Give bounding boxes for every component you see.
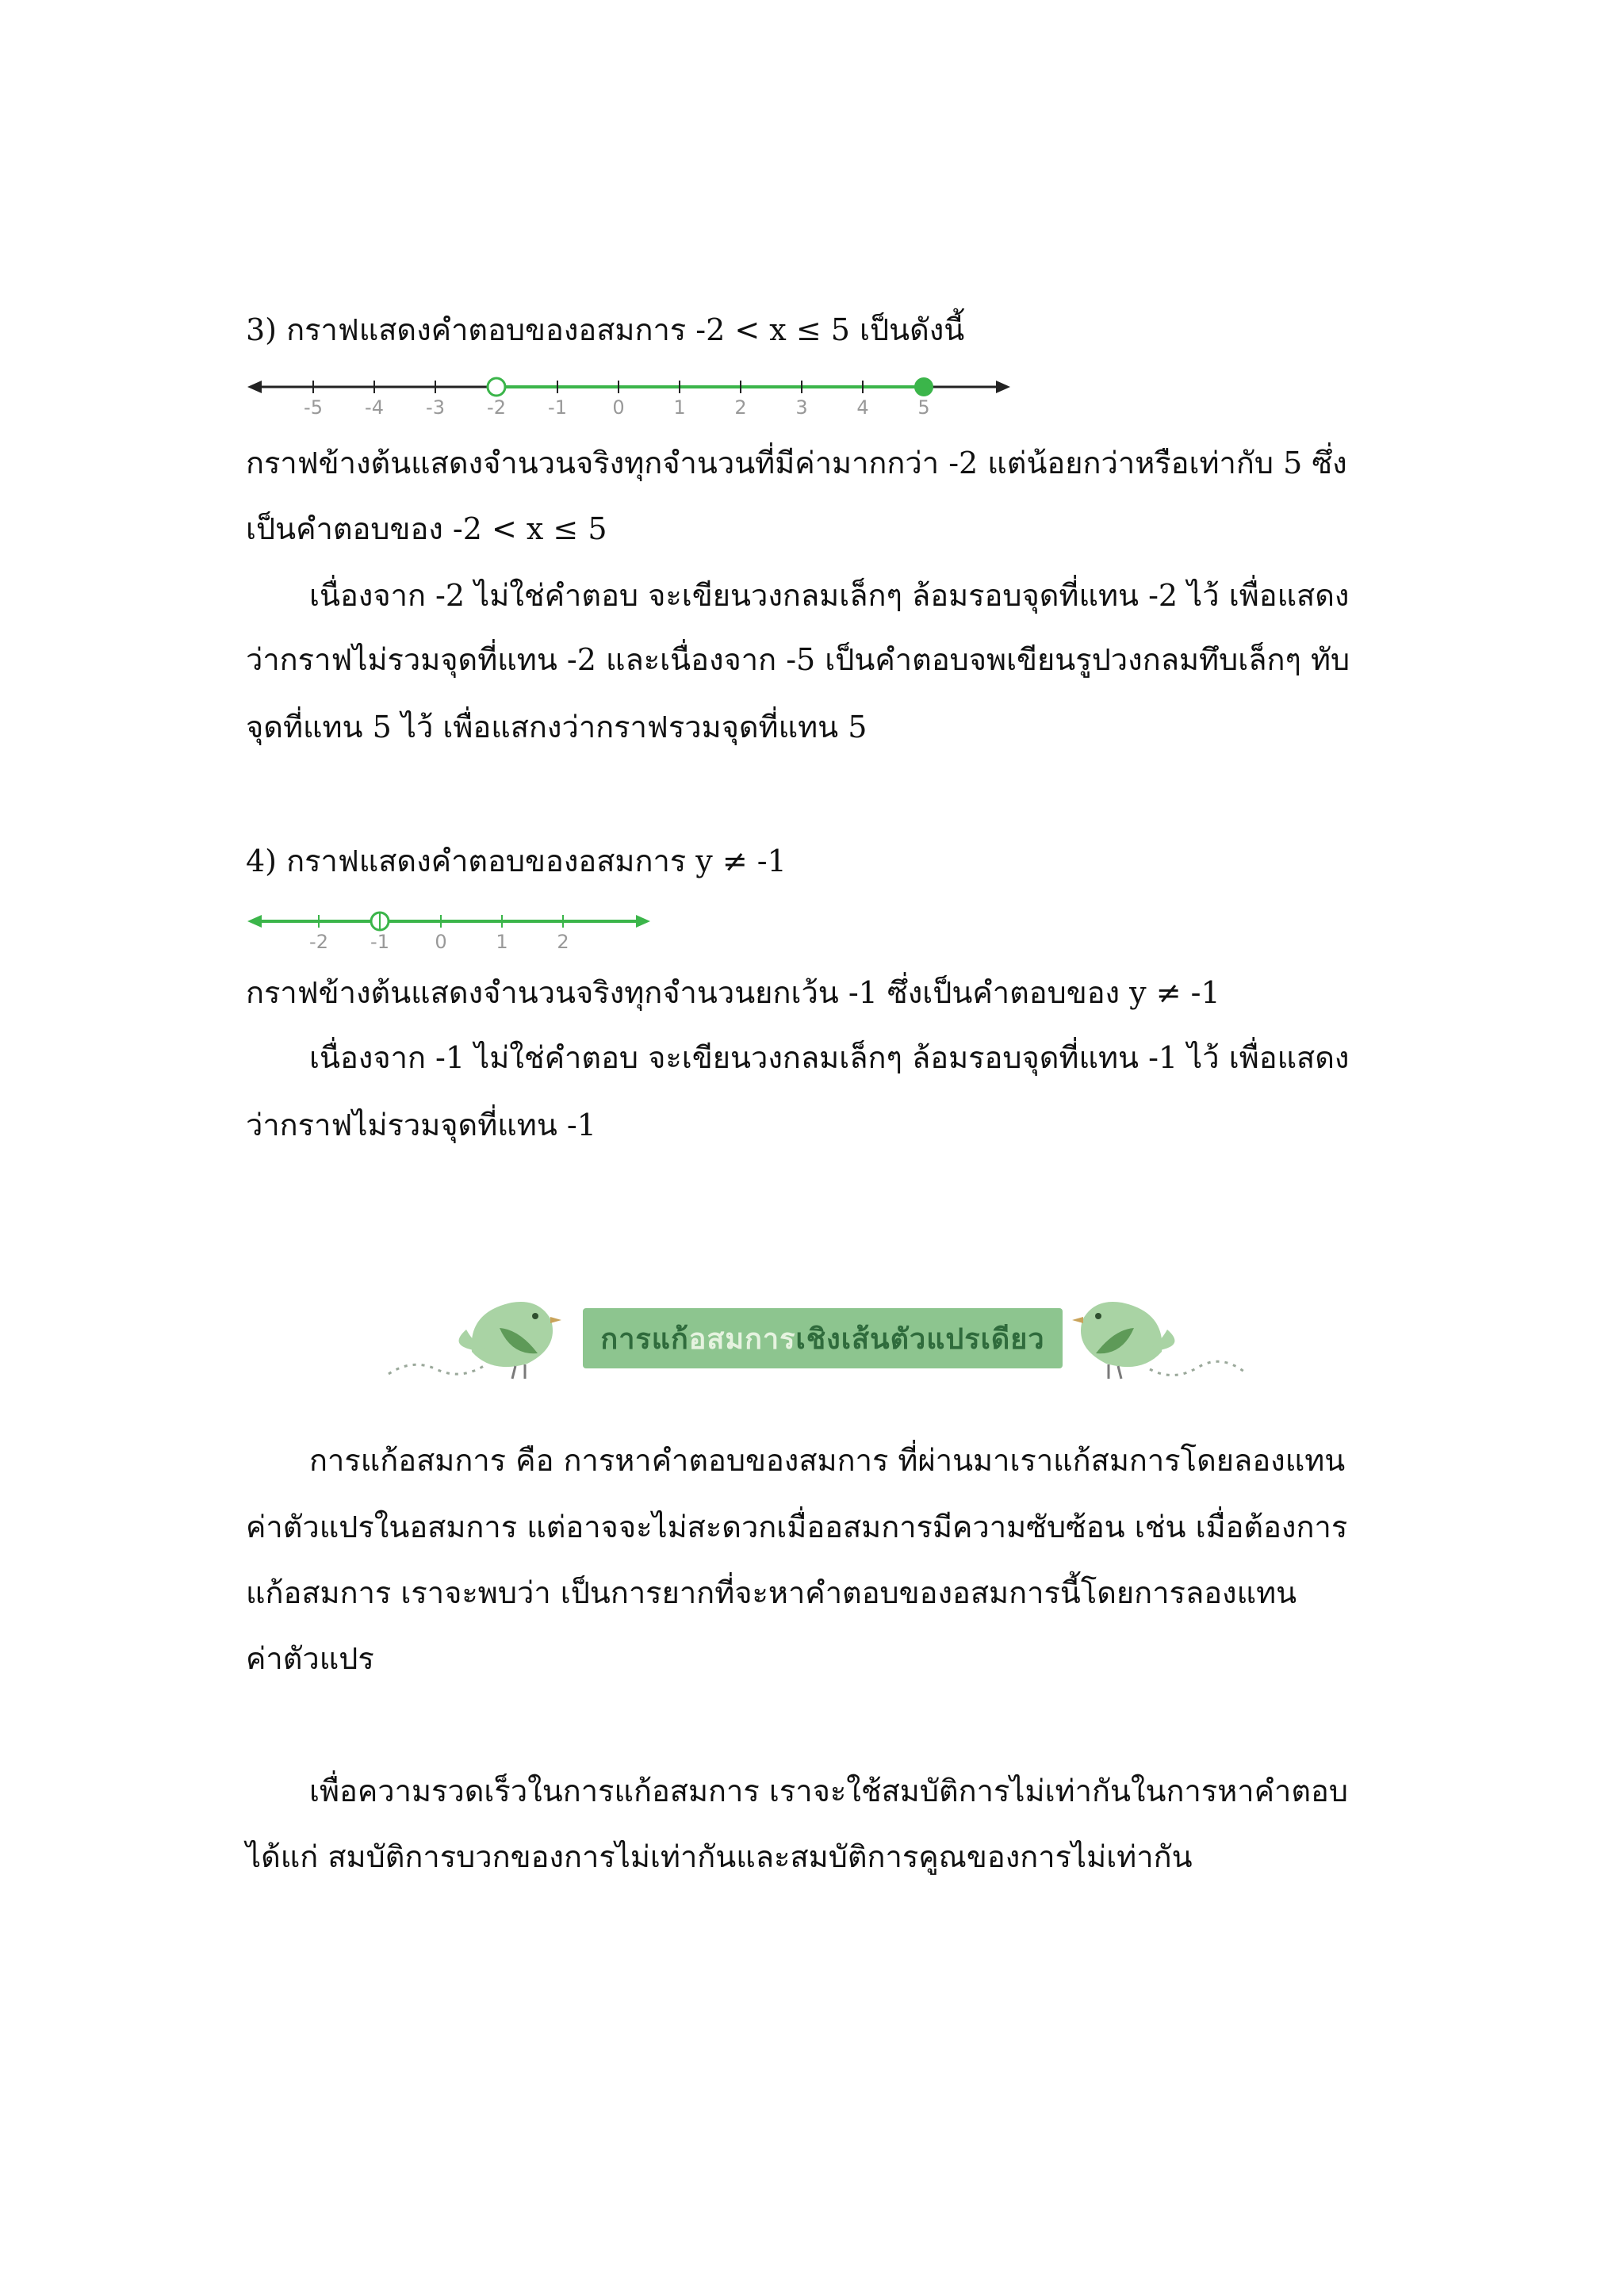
- closing-line1: เพื่อความรวดเร็วในการแก้อสมการ เราจะใช้สมบัติการไม่เท่ากันในการหาคำตอบ: [309, 1774, 1348, 1808]
- tick-label: -1: [370, 931, 389, 953]
- right-arrow-icon: [996, 381, 1010, 393]
- intro-line1: การแก้อสมการ คือ การหาคำตอบของสมการ ที่ผ่านมาเราแก้สมการโดยลองแทน: [309, 1443, 1346, 1478]
- section4-para2-line1: เนื่องจาก -1 ไม่ใช่คำตอบ จะเขียนวงกลมเล็กๆ ล้อมรอบจุดที่แทน -1 ไว้ เพื่อแสดง: [309, 1040, 1350, 1075]
- open-circle-marker: [488, 378, 505, 396]
- section3-para1-line2: เป็นคำตอบของ -2 < x ≤ 5: [246, 511, 607, 546]
- banner-title-part1: การแก้: [600, 1322, 689, 1356]
- intro-line4: ค่าตัวแปร: [246, 1641, 374, 1676]
- banner-title-part3: เชิงเส้นตัวแปรเดียว: [795, 1322, 1045, 1356]
- banner-title: [583, 1308, 1063, 1368]
- section3-para2-line3: จุดที่แทน 5 ไว้ เพื่อแสกงว่ากราฟรวมจุดที่แทน 5: [246, 710, 868, 744]
- right-bird-icon: [1072, 1302, 1174, 1379]
- tick-label: 2: [734, 396, 747, 419]
- tick-label: -5: [304, 396, 323, 419]
- tick-label: 0: [435, 931, 447, 953]
- banner-title-part2: อสมการ: [688, 1322, 796, 1356]
- section3-para2-line1: เนื่องจาก -2 ไม่ใช่คำตอบ จะเขียนวงกลมเล็กๆ ล้อมรอบจุดที่แทน -2 ไว้ เพื่อแสดง: [309, 578, 1350, 613]
- section3-para2-line2: ว่ากราฟไม่รวมจุดที่แทน -2 และเนื่องจาก -5 เป็นคำตอบจพเขียนรูปวงกลมทึบเล็กๆ ทับ: [246, 642, 1350, 677]
- tick-label: 1: [496, 931, 508, 953]
- intro-line3: แก้อสมการ เราจะพบว่า เป็นการยากที่จะหาคำตอบของอสมการนี้โดยการลองแทน: [246, 1575, 1297, 1610]
- tick-label: -3: [426, 396, 445, 419]
- tick-label: 5: [917, 396, 930, 419]
- tick-label: 3: [795, 396, 808, 419]
- tick-label: 1: [673, 396, 686, 419]
- tick-label: 2: [557, 931, 569, 953]
- tick-label: 0: [612, 396, 625, 419]
- tick-label: -4: [365, 396, 384, 419]
- right-arrow-icon: [636, 915, 650, 928]
- tick-label: -2: [487, 396, 506, 419]
- section4-para2-line2: ว่ากราฟไม่รวมจุดที่แทน -1: [246, 1108, 596, 1142]
- closing-line2: ได้แก่ สมบัติการบวกของการไม่เท่ากันและสมบัติการคูณของการไม่เท่ากัน: [246, 1839, 1193, 1874]
- tick-label: -2: [309, 931, 328, 953]
- left-bird-icon: [459, 1302, 561, 1379]
- section3-heading: 3) กราฟแสดงคำตอบของอสมการ -2 < x ≤ 5 เป็นดังนี้: [246, 312, 965, 347]
- section4-para1: กราฟข้างต้นแสดงจำนวนจริงทุกจำนวนยกเว้น -1 ซึ่งเป็นคำตอบของ y ≠ -1: [246, 975, 1220, 1010]
- tick-label: 4: [856, 396, 869, 419]
- intro-line2: ค่าตัวแปรในอสมการ แต่อาจจะไม่สะดวกเมื่ออสมการมีความซับซ้อน เช่น เมื่อต้องการ: [246, 1510, 1348, 1544]
- tick-label: -1: [548, 396, 567, 419]
- left-arrow-icon: [247, 915, 262, 928]
- number-line-section3: [246, 366, 1015, 422]
- section4-heading: 4) กราฟแสดงคำตอบของอสมการ y ≠ -1: [246, 844, 787, 878]
- number-line-section4: [246, 904, 658, 959]
- dotted-trail-right: [1150, 1361, 1245, 1375]
- left-arrow-icon: [247, 381, 262, 393]
- dotted-trail-left: [389, 1364, 484, 1374]
- section3-para1-line1: กราฟข้างต้นแสดงจำนวนจริงทุกจำนวนที่มีค่ามากกว่า -2 แต่น้อยกว่าหรือเท่ากับ 5 ซึ่ง: [246, 446, 1347, 480]
- closed-circle-marker: [915, 378, 933, 396]
